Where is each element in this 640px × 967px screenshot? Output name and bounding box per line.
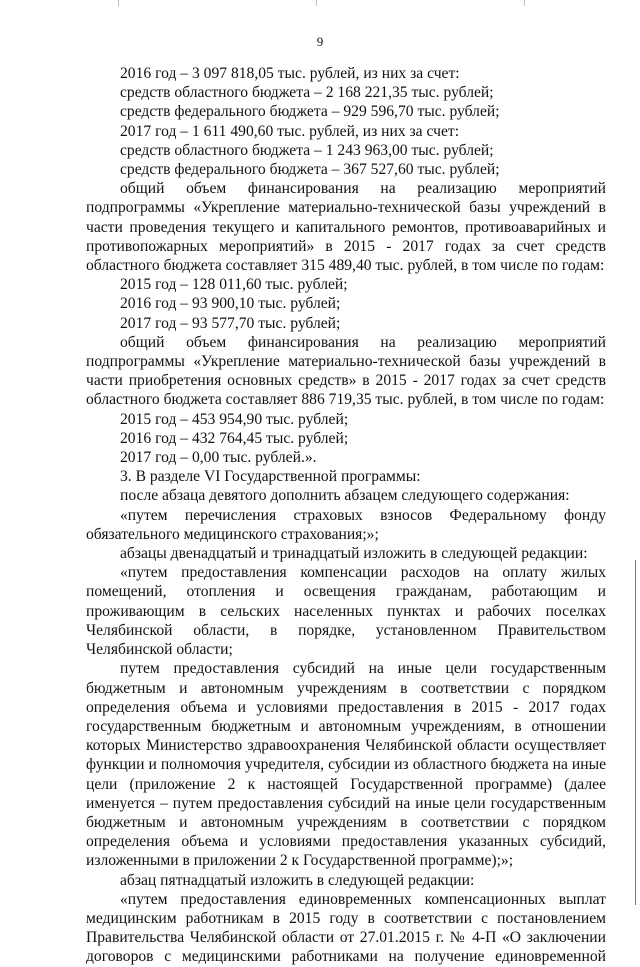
paragraph: общий объем финансирования на реализацию мероприятий подпрограммы «Укрепление материально-технической базы учреждений в части приобретения основных средств» в 2015 - 2017 годах за счет средств областного бюджета составляет 886 719,35 тыс. рублей, в том числе по годам: (86, 333, 606, 409)
paragraph: после абзаца девятого дополнить абзацем следующего содержания: (120, 487, 570, 505)
paragraph: средств областного бюджета – 2 168 221,35 тыс. рублей; (120, 84, 494, 102)
scan-mark (118, 0, 119, 6)
paragraph: общий объем финансирования на реализацию мероприятий подпрограммы «Укрепление материально-технической базы учреждений в части проведения текущего и капитального ремонтов, противоаварийных и противопожарных мероприятий» в 2015 - 2017 годах за счет средств областного бюджета составляет 315 489,40 тыс. рублей, в том числе по годам: (86, 180, 606, 275)
page-number: 9 (316, 34, 324, 49)
paragraph: «путем перечисления страховых взносов Федеральному фонду обязательного медицинского страхования;»; (86, 506, 606, 543)
paragraph: 2015 год – 128 011,60 тыс. рублей; (120, 276, 348, 294)
paragraph: абзац пятнадцатый изложить в следующей редакции: (120, 871, 475, 889)
paragraph: 3. В разделе VI Государственной программы: (120, 468, 421, 486)
document-body (86, 64, 606, 967)
paragraph: 2016 год – 432 764,45 тыс. рублей; (120, 429, 349, 447)
paragraph: 2017 год – 0,00 тыс. рублей.». (120, 449, 317, 467)
paragraph: 2015 год – 453 954,90 тыс. рублей; (120, 410, 349, 428)
paragraph: путем предоставления субсидий на иные цели государственным бюджетным и автономным учреждениям в соответствии с порядком определения объема и условиями предоставления в 2015 - 2017 годах государственным бюджетным и автономным учреждениям, в отношении которых Министерство здравоохранения Челябинской области осуществляет функции и полномочия учредителя, субсидии из областного бюджета на иные цели (приложение 2 к настоящей Государственной программе) (далее именуется – путем предоставления субсидий на иные цели государственным бюджетным и автономным учреждениям в соответствии с порядком определения объема и условиями предоставления указанных субсидий, изложенными в приложении 2 к Государственной программе);»; (86, 660, 606, 870)
paragraph: «путем предоставления единовременных компенсационных выплат медицинским работникам в 2015 году в соответствии с постановлением Правительства Челябинской области от 27.01.2015 г. № 4-П «О заключении договоров с медицинскими работниками на получение единовременной (86, 890, 606, 966)
paragraph: 2016 год – 3 097 818,05 тыс. рублей, из них за счет: (120, 65, 460, 82)
paragraph: абзацы двенадцатый и тринадцатый изложить в следующей редакции: (120, 545, 588, 563)
paragraph: 2017 год – 1 611 490,60 тыс. рублей, из них за счет: (120, 122, 460, 140)
paragraph: средств областного бюджета – 1 243 963,00 тыс. рублей; (120, 141, 494, 159)
scan-mark (524, 0, 525, 6)
scan-mark (316, 0, 317, 6)
paragraph: «путем предоставления компенсации расходов на оплату жилых помещений, отопления и освещения гражданам, работающим и проживающим в сельских населенных пунктах и рабочих поселках Челябинской области, в порядке, установленном Правительством Челябинской области; (86, 564, 606, 659)
paragraph: 2016 год – 93 900,10 тыс. рублей; (120, 295, 341, 313)
paragraph: средств федерального бюджета – 929 596,70 тыс. рублей; (120, 103, 500, 121)
paragraph: средств федерального бюджета – 367 527,60 тыс. рублей; (120, 161, 500, 179)
paragraph: 2017 год – 93 577,70 тыс. рублей; (120, 314, 341, 332)
scan-edge-line (635, 560, 636, 905)
